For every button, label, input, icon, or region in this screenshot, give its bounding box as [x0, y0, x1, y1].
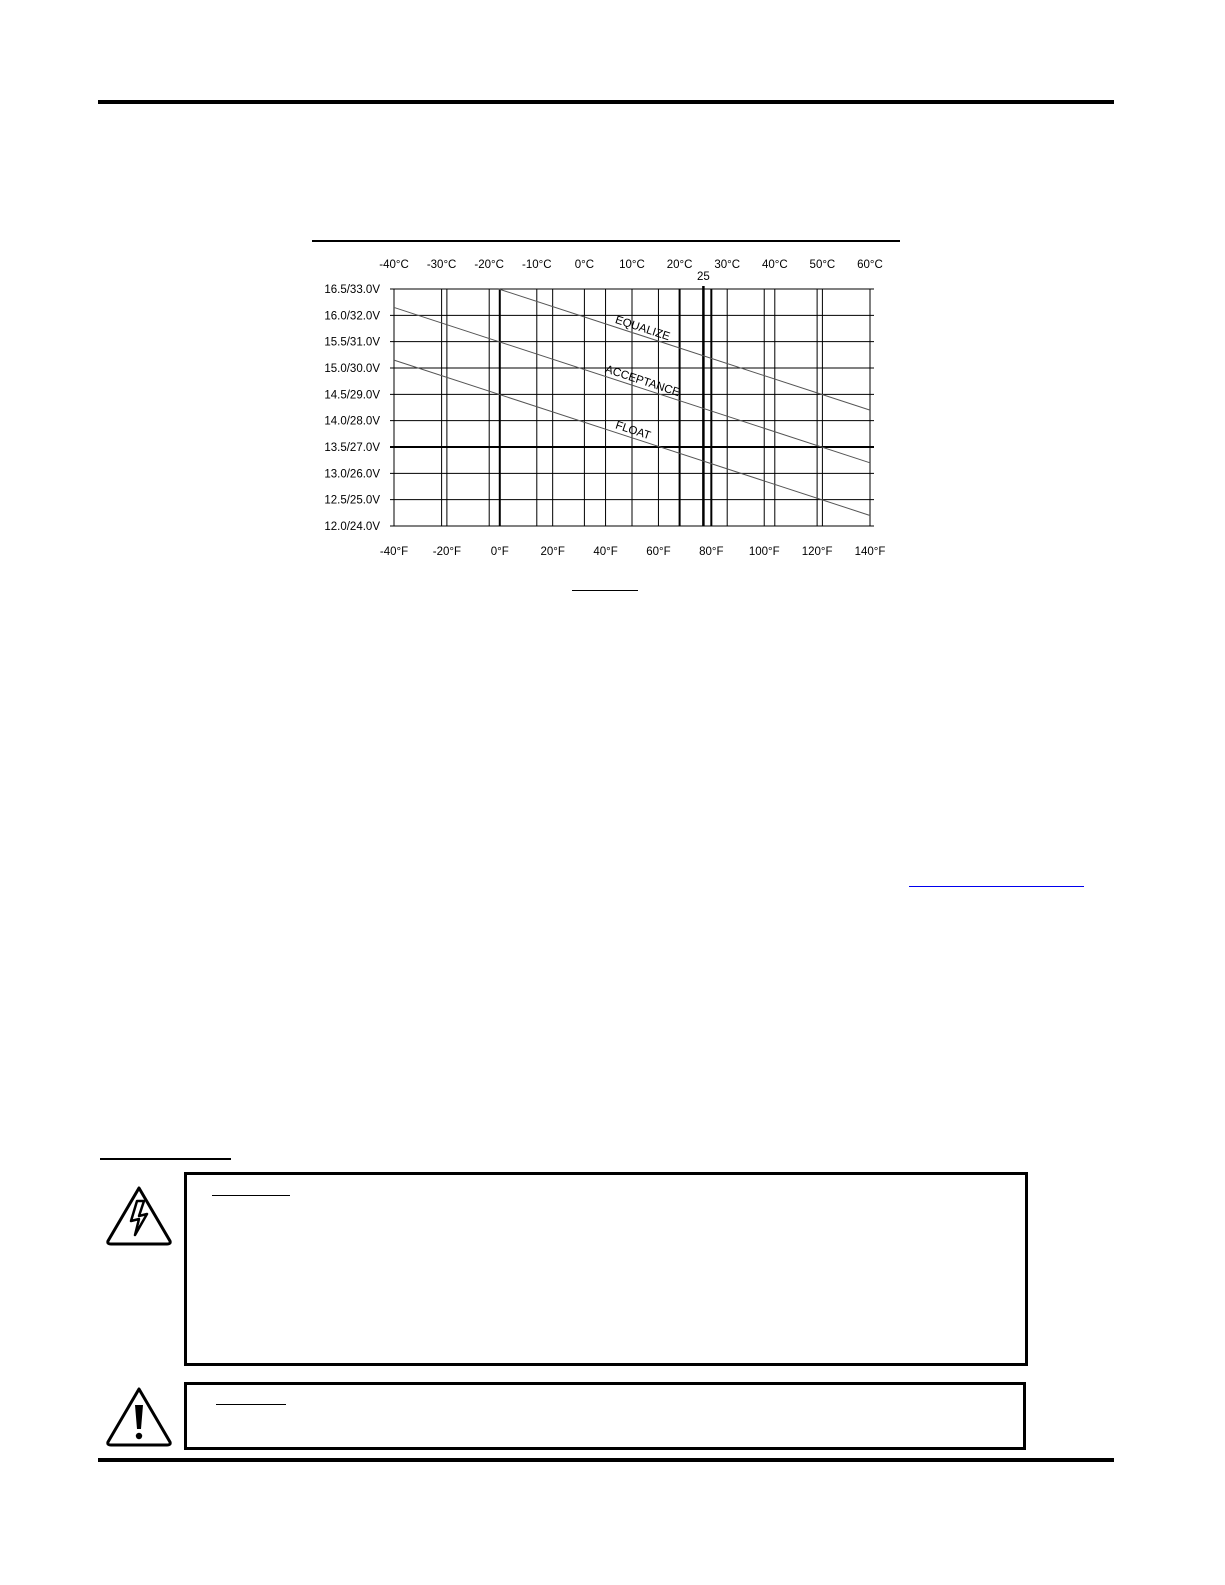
- x-bottom-tick-label: 40°F: [593, 546, 618, 558]
- temperature-compensation-chart: [300, 238, 920, 578]
- section-heading-underline: [100, 1158, 231, 1160]
- y-tick-label: 13.0/26.0V: [324, 468, 380, 481]
- caution-exclamation-icon: [104, 1385, 174, 1447]
- electric-shock-warning-icon: [104, 1184, 174, 1246]
- series-label-equalize: EQUALIZE: [613, 314, 672, 344]
- chart-svg: [300, 238, 920, 578]
- caution-heading-underline: [216, 1404, 286, 1405]
- y-tick-label: 14.0/28.0V: [324, 415, 380, 428]
- footer-rule: [98, 1458, 1114, 1462]
- x-top-tick-label: -40°C: [379, 259, 409, 271]
- figure-caption-underline: [572, 590, 638, 591]
- warning-heading-underline: [212, 1195, 290, 1196]
- x-bottom-tick-label: 120°F: [801, 546, 833, 558]
- x-top-tick-label: 40°C: [761, 259, 788, 271]
- x-top-tick-label: 10°C: [619, 259, 645, 271]
- x-top-tick-label: 20°C: [666, 259, 693, 271]
- warning-box: [184, 1172, 1028, 1366]
- series-line-equalize: [499, 289, 870, 410]
- x-bottom-tick-label: 60°F: [646, 546, 671, 558]
- x-bottom-tick-label: 100°F: [748, 546, 780, 558]
- x-bottom-tick-label: -40°F: [379, 546, 409, 558]
- x-bottom-tick-label: 0°F: [490, 546, 509, 558]
- y-tick-label: 14.5/29.0V: [324, 389, 380, 402]
- x-top-tick-label: 50°C: [809, 259, 836, 271]
- y-tick-label: 15.0/30.0V: [324, 363, 380, 375]
- series-label-float: FLOAT: [613, 419, 653, 443]
- reference-25c-label: 25: [697, 271, 710, 283]
- x-bottom-tick-label: 80°F: [699, 546, 724, 558]
- header-rule: [98, 100, 1114, 104]
- x-top-tick-label: 60°C: [857, 259, 883, 271]
- x-top-tick-label: -10°C: [522, 259, 552, 271]
- x-bottom-tick-label: -20°F: [432, 546, 462, 558]
- hyperlink-underline[interactable]: [909, 886, 1084, 887]
- x-top-tick-label: 0°C: [574, 259, 595, 271]
- y-tick-label: 13.5/27.0V: [324, 442, 380, 454]
- y-tick-label: 16.0/32.0V: [324, 310, 380, 323]
- x-bottom-tick-label: 140°F: [854, 546, 886, 558]
- x-top-tick-label: -30°C: [426, 259, 457, 271]
- x-bottom-tick-label: 20°F: [540, 546, 565, 558]
- series-label-acceptance: ACCEPTANCE: [603, 363, 682, 400]
- x-top-tick-label: 30°C: [714, 259, 741, 271]
- caution-box: [184, 1382, 1026, 1450]
- x-top-tick-label: -20°C: [474, 259, 504, 271]
- y-tick-label: 12.0/24.0V: [324, 521, 380, 533]
- y-tick-label: 15.5/31.0V: [324, 336, 380, 349]
- y-tick-label: 12.5/25.0V: [324, 494, 380, 507]
- y-tick-label: 16.5/33.0V: [324, 284, 380, 296]
